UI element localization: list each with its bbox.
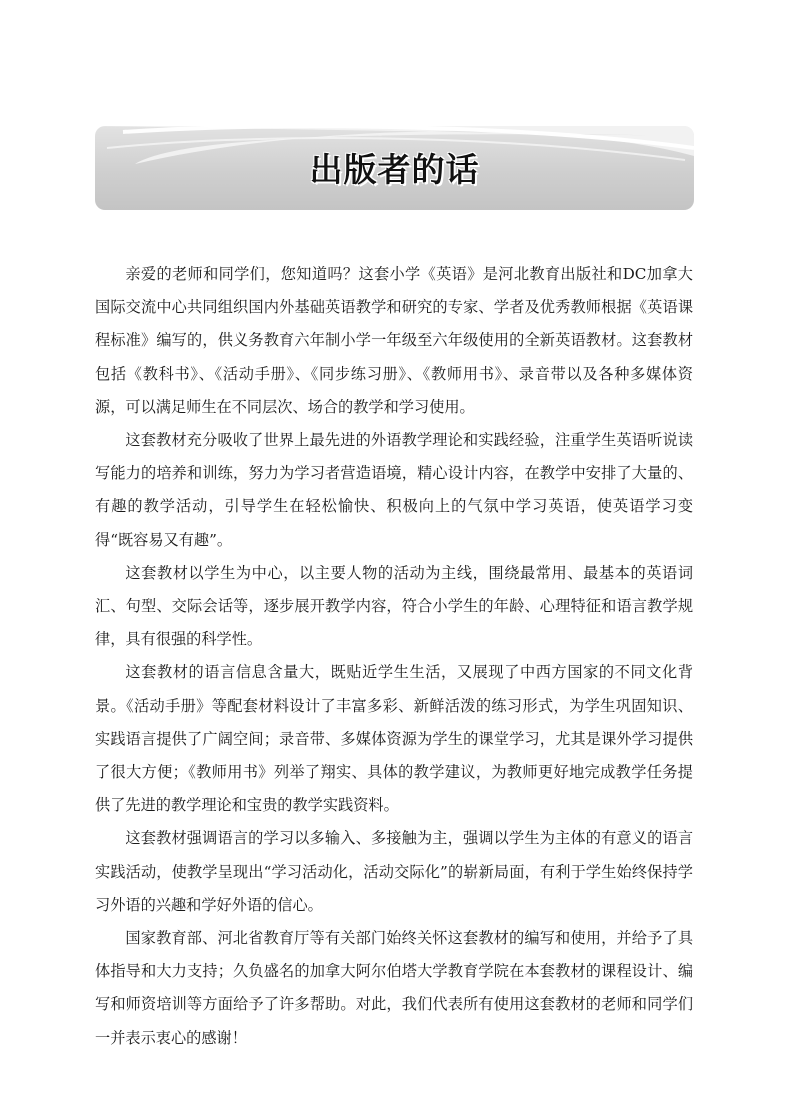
body-text bbox=[95, 258, 693, 1055]
paragraph-methodology: 这套教材充分吸收了世界上最先进的外语教学理论和实践经验，注重学生英语听说读写能力的培养和训练，努力为学习者营造语境，精心设计内容，在教学中安排了大量的、有趣的教学活动，引导学生在轻松愉快、积极向上的气氛中学习英语，使英语学习变得“既容易又有趣”。 bbox=[95, 431, 693, 549]
page-title: 出版者的话 bbox=[309, 150, 480, 189]
title-banner bbox=[95, 126, 694, 210]
paragraph-language-practice: 这套教材强调语言的学习以多输入、多接触为主，强调以学生为主体的有意义的语言实践活动，使教学呈现出“学习活动化，活动交际化”的崭新局面，有利于学生始终保持学习外语的兴趣和学好外语的信心。 bbox=[95, 829, 693, 914]
paragraph-student-centered: 这套教材以学生为中心，以主要人物的活动为主线，围绕最常用、最基本的英语词汇、句型、交际会话等，逐步展开教学内容，符合小学生的年龄、心理特征和语言教学规律，具有很强的科学性。 bbox=[95, 563, 693, 649]
paragraph-acknowledgements: 国家教育部、河北省教育厅等有关部门始终关怀这套教材的编写和使用，并给予了具体指导和大力支持；久负盛名的加拿大阿尔伯塔大学教育学院在本套教材的课程设计、编写和师资培训等方面给予了许多帮助。对此，我们代表所有使用这套教材的老师和同学们一并表示衷心的感谢！ bbox=[95, 929, 693, 1047]
paragraph-content-materials: 这套教材的语言信息含量大，既贴近学生生活，又展现了中西方国家的不同文化背景。《活动手册》等配套材料设计了丰富多彩、新鲜活泼的练习形式，为学生巩固知识、实践语言提供了广阔空间；录音带、多媒体资源为学生的课堂学习，尤其是课外学习提供了很大方便；《教师用书》列举了翔实、具体的教学建议，为教师更好地完成教学任务提供了先进的教学理论和宝贵的教学实践资料。 bbox=[95, 663, 693, 815]
paragraph-intro: 亲爱的老师和同学们，您知道吗？这套小学《英语》是河北教育出版社和DC加拿大国际交流中心共同组织国内外基础英语教学和研究的专家、学者及优秀教师根据《英语课程标准》编写的，供义务教育六年制小学一年级至六年级使用的全新英语教材。这套教材包括《教科书》、《活动手册》、《同步练习册》、《教师用书》、录音带以及各种多媒体资源，可以满足师生在不同层次、场合的教学和学习使用。 bbox=[95, 265, 693, 416]
